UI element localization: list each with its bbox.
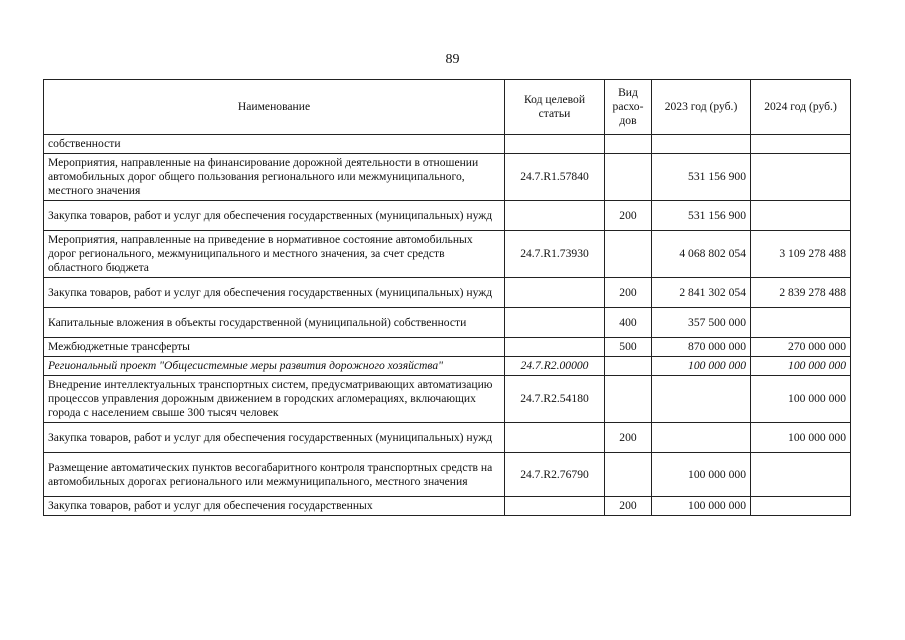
row-kind-cell: 200 [605,278,652,308]
row-name-cell: Мероприятия, направленные на приведение в нормативное состояние автомобильных дорог регионального, межмуниципального и местного значения, за счет средств областного бюджета [44,231,505,278]
row-name-cell: Мероприятия, направленные на финансирование дорожной деятельности в отношении автомобильных дорог общего пользования регионального или межмуниципального, местного значения [44,154,505,201]
row-name-cell: Закупка товаров, работ и услуг для обеспечения государственных [44,497,505,516]
row-2023-cell: 100 000 000 [652,497,751,516]
row-code-cell [505,308,605,338]
table-header-row [44,80,851,135]
row-2023-cell: 870 000 000 [652,338,751,357]
row-2024-cell [751,154,851,201]
table-row [44,453,851,497]
row-code-cell: 24.7.R1.73930 [505,231,605,278]
row-kind-cell [605,154,652,201]
row-2023-cell [652,135,751,154]
row-code-cell [505,423,605,453]
row-code-cell: 24.7.R2.54180 [505,376,605,423]
row-code-cell [505,338,605,357]
table-row [44,338,851,357]
table-row [44,357,851,376]
table-row [44,308,851,338]
row-kind-cell [605,135,652,154]
row-kind-cell: 500 [605,338,652,357]
row-2024-cell [751,135,851,154]
table-row [44,231,851,278]
row-2024-cell: 270 000 000 [751,338,851,357]
row-kind-cell: 200 [605,201,652,231]
header-code: Код целевой статьи [505,80,605,135]
row-2024-cell [751,453,851,497]
row-2024-cell: 100 000 000 [751,357,851,376]
row-code-cell [505,201,605,231]
row-2023-cell: 2 841 302 054 [652,278,751,308]
row-2024-cell: 100 000 000 [751,423,851,453]
row-code-cell [505,135,605,154]
row-kind-cell [605,376,652,423]
row-2024-cell [751,308,851,338]
table-row [44,423,851,453]
row-name-cell: Капитальные вложения в объекты государственной (муниципальной) собственности [44,308,505,338]
row-kind-cell [605,357,652,376]
row-name-cell: собственности [44,135,505,154]
table-row [44,278,851,308]
row-2023-cell: 531 156 900 [652,201,751,231]
row-name-cell: Внедрение интеллектуальных транспортных систем, предусматривающих автоматизацию процессов управления дорожным движением в городских агломерациях, включающих города с населением свыше 300 тысяч человек [44,376,505,423]
row-name-cell: Закупка товаров, работ и услуг для обеспечения государственных (муниципальных) нужд [44,278,505,308]
row-kind-cell: 200 [605,497,652,516]
table-row [44,376,851,423]
row-kind-cell: 200 [605,423,652,453]
row-2023-cell: 531 156 900 [652,154,751,201]
row-kind-cell [605,453,652,497]
header-2024: 2024 год (руб.) [751,80,851,135]
header-kind: Вид расхо-дов [605,80,652,135]
row-2023-cell [652,376,751,423]
row-2024-cell: 100 000 000 [751,376,851,423]
row-2023-cell: 4 068 802 054 [652,231,751,278]
row-code-cell [505,497,605,516]
row-kind-cell: 400 [605,308,652,338]
row-kind-cell [605,231,652,278]
table-row [44,154,851,201]
header-name: Наименование [44,80,505,135]
row-2024-cell: 3 109 278 488 [751,231,851,278]
row-2023-cell: 100 000 000 [652,453,751,497]
row-2024-cell: 2 839 278 488 [751,278,851,308]
table-row [44,497,851,516]
page-number: 89 [445,52,460,67]
row-code-cell: 24.7.R2.00000 [505,357,605,376]
row-code-cell: 24.7.R1.57840 [505,154,605,201]
row-2023-cell: 357 500 000 [652,308,751,338]
table-row [44,135,851,154]
table-row [44,201,851,231]
budget-table [43,79,851,516]
row-name-cell: Межбюджетные трансферты [44,338,505,357]
row-code-cell [505,278,605,308]
row-name-cell: Региональный проект "Общесистемные меры развития дорожного хозяйства" [44,357,505,376]
row-2024-cell [751,201,851,231]
row-name-cell: Размещение автоматических пунктов весогабаритного контроля транспортных средств на автомобильных дорогах регионального или межмуниципального, местного значения [44,453,505,497]
row-2023-cell: 100 000 000 [652,357,751,376]
row-code-cell: 24.7.R2.76790 [505,453,605,497]
row-2024-cell [751,497,851,516]
row-name-cell: Закупка товаров, работ и услуг для обеспечения государственных (муниципальных) нужд [44,423,505,453]
row-2023-cell [652,423,751,453]
row-name-cell: Закупка товаров, работ и услуг для обеспечения государственных (муниципальных) нужд [44,201,505,231]
header-2023: 2023 год (руб.) [652,80,751,135]
